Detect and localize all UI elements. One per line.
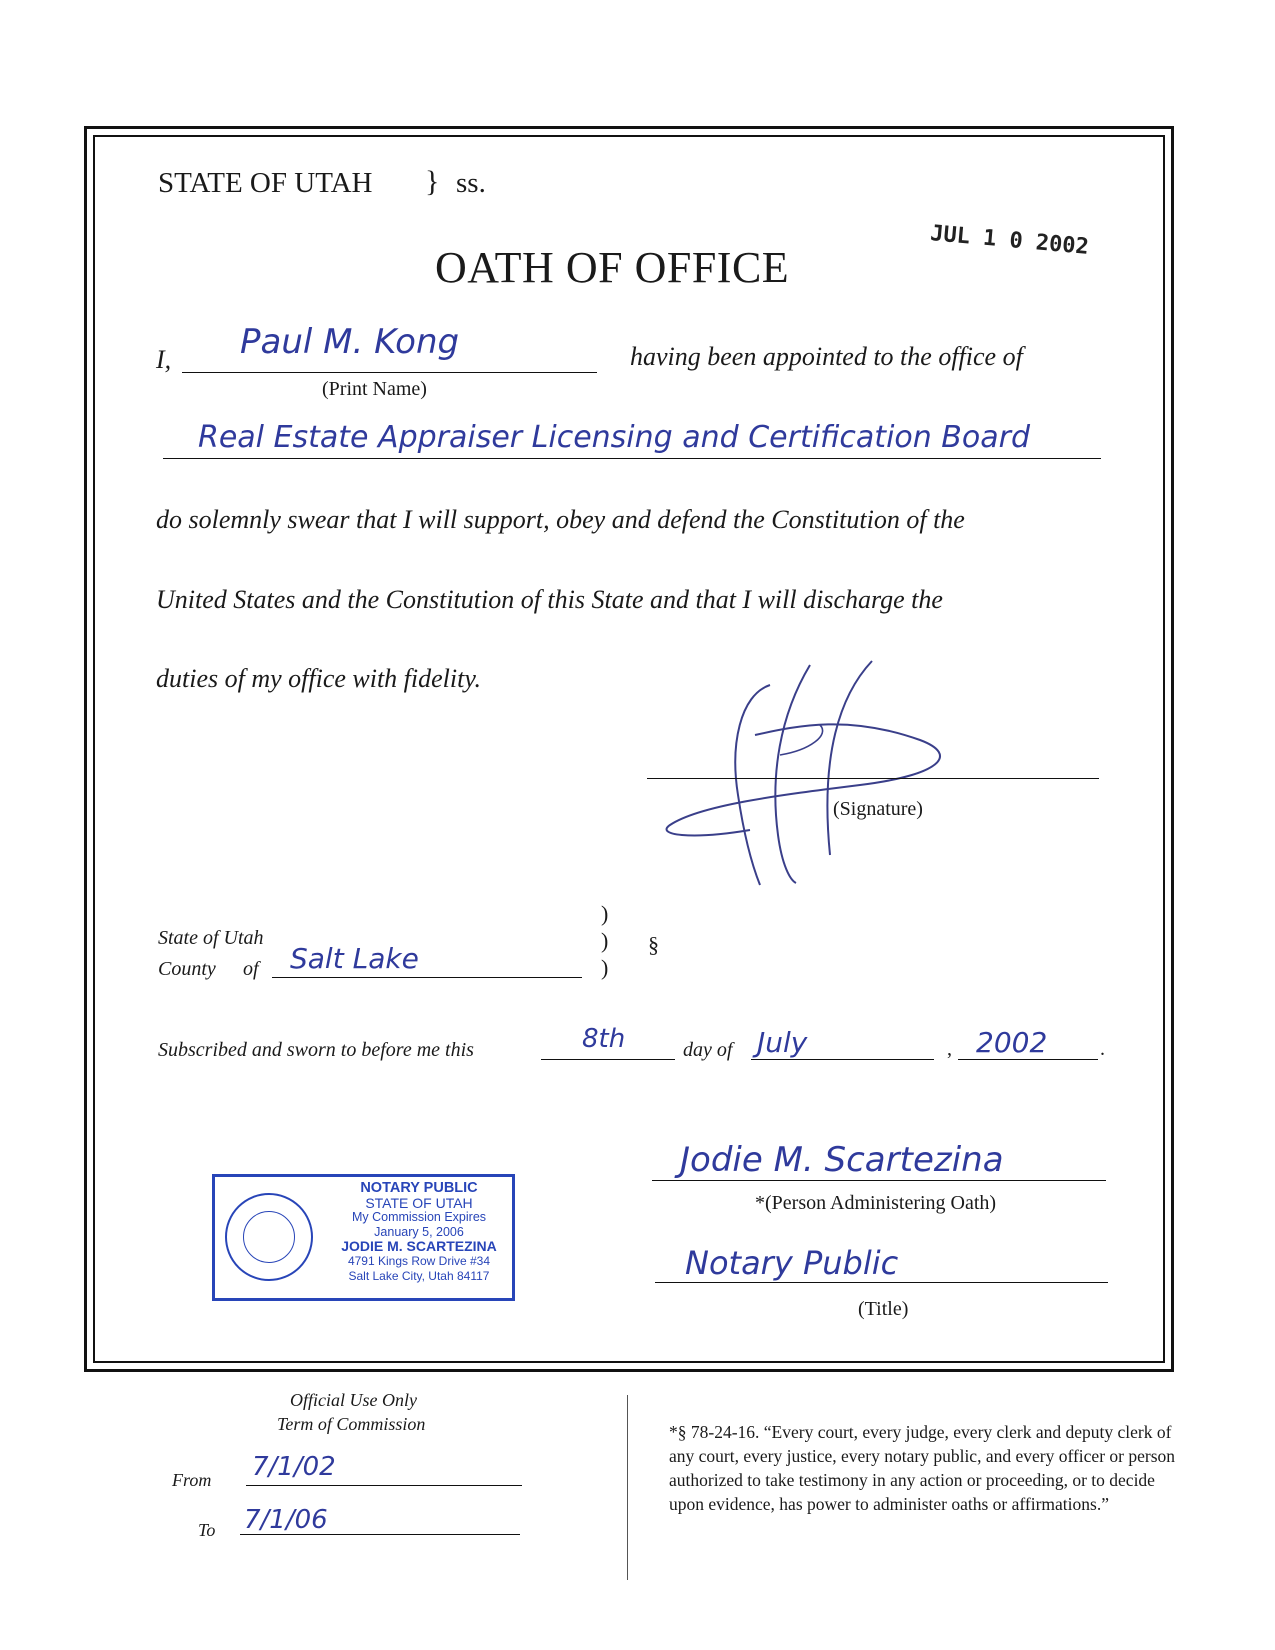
year-period: .: [1100, 1038, 1105, 1060]
document-title: OATH OF OFFICE: [435, 243, 790, 292]
to-label: To: [198, 1520, 216, 1540]
received-date-stamp: JUL 1 0 2002: [929, 221, 1090, 260]
administering-label: *(Person Administering Oath): [755, 1192, 997, 1214]
notary-line-5: JODIE M. SCARTEZINA: [341, 1238, 497, 1255]
venue-state-heading: STATE OF UTAH: [158, 167, 373, 199]
venue-paren-3: ): [601, 955, 609, 980]
day-value: 8th: [582, 1024, 626, 1054]
state-seal-icon: [225, 1193, 313, 1281]
statute-note: *§ 78-24-16. “Every court, every judge, every clerk and deputy clerk of any court, every justice, every notary public, and every officer or person authorized to take testimony in any action or proceeding, or to decide upon evidence, has power to administer oaths or affirmations.”: [669, 1422, 1176, 1514]
county-value: Salt Lake: [290, 942, 419, 975]
notary-line-3: My Commission Expires: [351, 1210, 487, 1225]
signature-line: [647, 778, 1099, 779]
title-line: [655, 1282, 1108, 1283]
venue-brace: }: [425, 165, 440, 198]
appointed-text: having been appointed to the office of: [630, 342, 1023, 371]
print-name-line: [182, 372, 597, 373]
year-line: [958, 1059, 1098, 1060]
from-value: 7/1/02: [252, 1452, 336, 1482]
administering-signature-line: [652, 1180, 1106, 1181]
oath-line-3: duties of my office with fidelity.: [156, 664, 481, 693]
county-line: [272, 977, 582, 978]
notary-stamp: [212, 1174, 515, 1301]
venue-county-label: County: [158, 958, 216, 980]
footer-divider: [627, 1395, 628, 1580]
official-signature: [660, 655, 1000, 895]
office-line: [163, 458, 1101, 459]
month-value: July: [757, 1026, 808, 1059]
venue-paren-2: ): [601, 928, 609, 953]
venue-of-label: of: [243, 958, 259, 980]
notary-line-2: STATE OF UTAH: [365, 1194, 473, 1211]
title-value: Notary Public: [685, 1244, 899, 1282]
day-line: [541, 1059, 675, 1060]
notary-line-4: January 5, 2006: [374, 1224, 464, 1239]
year-comma: ,: [947, 1038, 952, 1060]
from-label: From: [172, 1470, 212, 1490]
notary-line-6: 4791 Kings Row Drive #34: [347, 1253, 491, 1268]
signature-label: (Signature): [833, 798, 923, 820]
notary-line-1: NOTARY PUBLIC: [360, 1180, 478, 1196]
print-name-label: (Print Name): [322, 378, 427, 400]
month-line: [751, 1059, 934, 1060]
day-of-text: day of: [683, 1039, 733, 1061]
to-value: 7/1/06: [244, 1505, 328, 1535]
venue-section-symbol: §: [648, 932, 659, 957]
administering-signature: Jodie M. Scartezina: [680, 1140, 1004, 1180]
term-of-commission-heading: Term of Commission: [277, 1414, 426, 1434]
title-label: (Title): [858, 1298, 909, 1320]
oath-prefix: I,: [156, 345, 172, 374]
oath-line-2: United States and the Constitution of this State and that I will discharge the: [156, 585, 943, 614]
official-use-heading: Official Use Only: [290, 1390, 417, 1410]
print-name-value: Paul M. Kong: [240, 322, 460, 362]
from-line: [246, 1485, 522, 1486]
oath-line-1: do solemnly swear that I will support, obey and defend the Constitution of the: [156, 505, 965, 534]
venue-paren-1: ): [601, 901, 609, 926]
venue-state-label: State of Utah: [158, 927, 264, 949]
notary-line-7: Salt Lake City, Utah 84117: [348, 1268, 490, 1283]
office-value: Real Estate Appraiser Licensing and Certification Board: [198, 420, 1031, 455]
subscribed-text: Subscribed and sworn to before me this: [158, 1039, 474, 1061]
year-value: 2002: [976, 1026, 1048, 1059]
venue-ss: ss.: [456, 167, 486, 199]
